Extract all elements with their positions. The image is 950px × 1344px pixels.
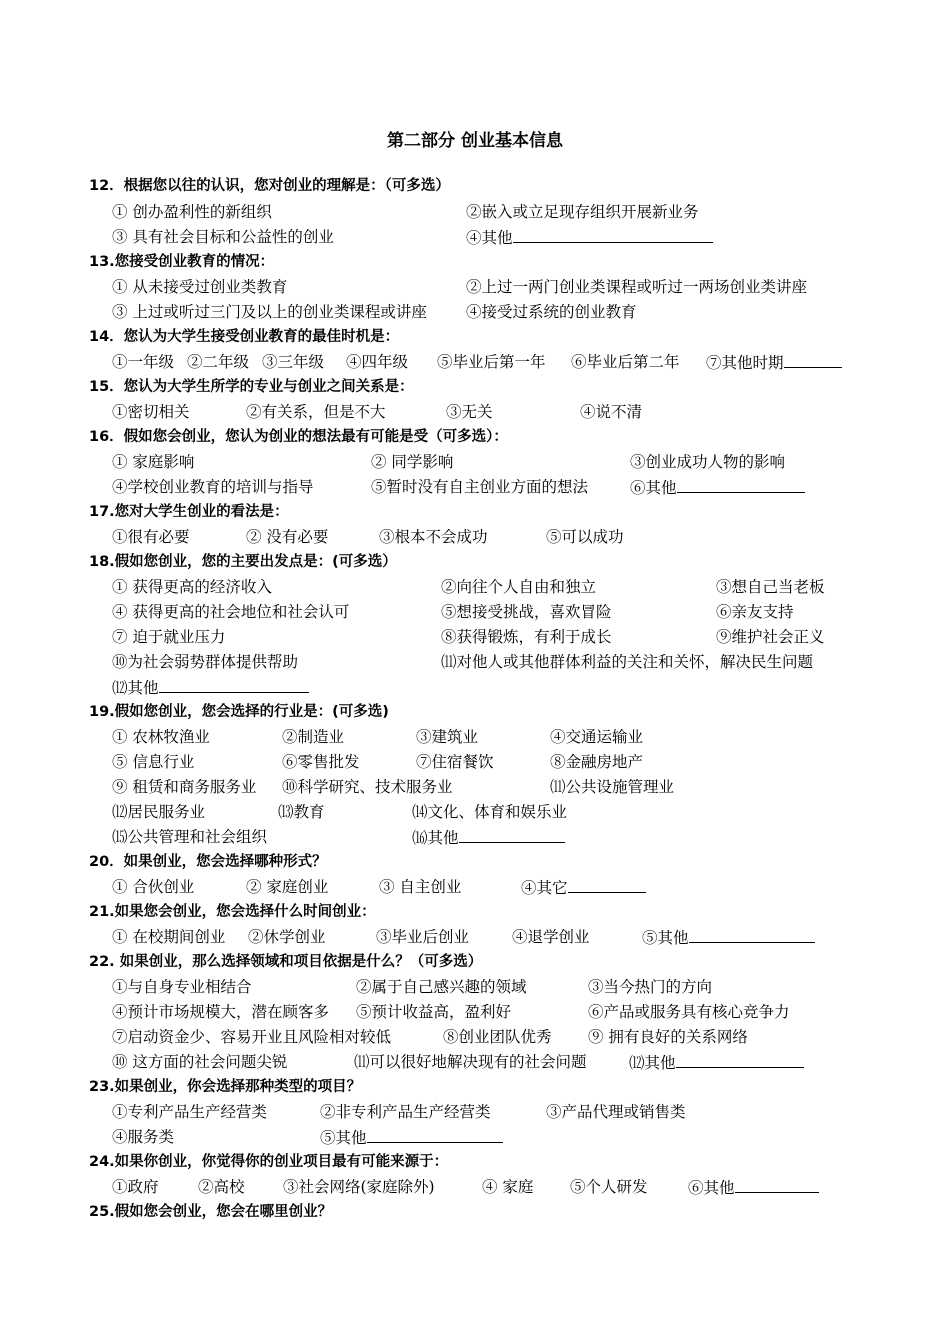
- q19-option-4[interactable]: ④交通运输业: [550, 728, 644, 746]
- q21-option-3[interactable]: ③毕业后创业: [376, 928, 470, 946]
- q22-option-11[interactable]: ⑾可以很好地解决现有的社会问题: [354, 1053, 587, 1071]
- q14-option-5[interactable]: ⑤毕业后第一年: [437, 353, 546, 371]
- q14-option-4[interactable]: ④四年级: [346, 353, 409, 371]
- q14-option-7-label: ⑦其他时期: [706, 354, 784, 372]
- q16-other-blank[interactable]: [677, 477, 805, 493]
- question-21: 21.如果您会创业，您会选择什么时间创业：: [89, 904, 376, 920]
- q14-option-2[interactable]: ②二年级: [187, 353, 250, 371]
- q22-option-3[interactable]: ③当今热门的方向: [588, 978, 713, 996]
- q24-option-6[interactable]: [688, 1177, 819, 1198]
- q19-option-13[interactable]: ⒀教育: [278, 803, 325, 821]
- q21-option-1[interactable]: ① 在校期间创业: [112, 928, 226, 946]
- q18-option-12[interactable]: [112, 677, 309, 698]
- q17-option-4[interactable]: ⑤可以成功: [546, 528, 624, 546]
- q15-option-2[interactable]: ②有关系，但是不大: [246, 403, 386, 421]
- q14-other-blank[interactable]: [784, 352, 842, 368]
- question-14: 14．您认为大学生接受创业教育的最佳时机是：: [89, 329, 400, 345]
- q19-option-14[interactable]: ⒁文化、体育和娱乐业: [412, 803, 568, 821]
- q22-option-7[interactable]: ⑦启动资金少、容易开业且风险相对较低: [112, 1028, 392, 1046]
- q21-option-2[interactable]: ②休学创业: [248, 928, 326, 946]
- q16-option-1[interactable]: ① 家庭影响: [112, 453, 195, 471]
- q12-option-4[interactable]: [466, 227, 713, 248]
- q22-option-9[interactable]: ⑨ 拥有良好的关系网络: [588, 1028, 748, 1046]
- q19-option-10[interactable]: ⑩科学研究、技术服务业: [282, 778, 453, 796]
- q22-other-blank[interactable]: [676, 1052, 804, 1068]
- q24-option-6-label: ⑥其他: [688, 1179, 735, 1197]
- q21-option-4[interactable]: ④退学创业: [512, 928, 590, 946]
- q22-option-10[interactable]: ⑩ 这方面的社会问题尖锐: [112, 1053, 288, 1071]
- q18-option-2[interactable]: ②向往个人自由和独立: [441, 578, 597, 596]
- q19-option-5[interactable]: ⑤ 信息行业: [112, 753, 195, 771]
- q23-option-5[interactable]: [320, 1127, 503, 1148]
- q20-other-blank[interactable]: [568, 877, 646, 893]
- q14-option-1[interactable]: ①一年级: [112, 353, 175, 371]
- question-19: 19.假如您创业，您会选择的行业是：(可多选): [89, 704, 389, 720]
- q21-option-5-label: ⑤其他: [642, 929, 689, 947]
- q18-option-6[interactable]: ⑥亲友支持: [716, 603, 794, 621]
- q13-option-1[interactable]: ① 从未接受过创业类教育: [112, 278, 288, 296]
- q12-option-2[interactable]: ②嵌入或立足现存组织开展新业务: [466, 203, 699, 221]
- q24-option-5[interactable]: ⑤个人研发: [570, 1178, 648, 1196]
- section-title: 第二部分 创业基本信息: [387, 131, 563, 151]
- q24-option-3[interactable]: ③社会网络(家庭除外): [283, 1178, 435, 1196]
- q23-option-4[interactable]: ④服务类: [112, 1128, 175, 1146]
- q13-option-2[interactable]: ②上过一两门创业类课程或听过一两场创业类讲座: [466, 278, 808, 296]
- q18-option-4[interactable]: ④ 获得更高的社会地位和社会认可: [112, 603, 350, 621]
- q20-option-3[interactable]: ③ 自主创业: [379, 878, 462, 896]
- q18-option-7[interactable]: ⑦ 迫于就业压力: [112, 628, 226, 646]
- q19-option-7[interactable]: ⑦住宿餐饮: [416, 753, 494, 771]
- question-22: 22. 如果创业，那么选择领域和项目依据是什么？（可多选）: [89, 954, 483, 970]
- q22-option-2[interactable]: ②属于自己感兴趣的领域: [356, 978, 527, 996]
- q19-option-2[interactable]: ②制造业: [282, 728, 345, 746]
- q23-option-5-label: ⑤其他: [320, 1129, 367, 1147]
- q20-option-2[interactable]: ② 家庭创业: [246, 878, 329, 896]
- q15-option-1[interactable]: ①密切相关: [112, 403, 190, 421]
- q14-option-3[interactable]: ③三年级: [262, 353, 325, 371]
- q23-other-blank[interactable]: [367, 1127, 503, 1143]
- q23-option-1[interactable]: ①专利产品生产经营类: [112, 1103, 268, 1121]
- q19-option-9[interactable]: ⑨ 租赁和商务服务业: [112, 778, 257, 796]
- question-18: 18.假如您创业，您的主要出发点是：(可多选）: [89, 554, 397, 570]
- q24-other-blank[interactable]: [735, 1177, 819, 1193]
- q20-option-4-label: ④其它: [521, 879, 568, 897]
- q12-option-1[interactable]: ① 创办盈利性的新组织: [112, 203, 272, 221]
- q19-other-blank[interactable]: [459, 827, 565, 843]
- question-15: 15．您认为大学生所学的专业与创业之间关系是：: [89, 379, 414, 395]
- q23-option-2[interactable]: ②非专利产品生产经营类: [320, 1103, 491, 1121]
- q18-option-9[interactable]: ⑨维护社会正义: [716, 628, 825, 646]
- q21-other-blank[interactable]: [689, 927, 815, 943]
- q16-option-6[interactable]: [630, 477, 805, 498]
- q18-option-11[interactable]: ⑾对他人或其他群体利益的关注和关怀，解决民生问题: [441, 653, 814, 671]
- q12-option-4-label: ④其他: [466, 229, 513, 247]
- q24-option-1[interactable]: ①政府: [112, 1178, 159, 1196]
- q22-option-5[interactable]: ⑤预计收益高，盈利好: [356, 1003, 512, 1021]
- q19-option-8[interactable]: ⑧金融房地产: [550, 753, 644, 771]
- q18-option-8[interactable]: ⑧获得锻炼，有利于成长: [441, 628, 612, 646]
- q18-option-1[interactable]: ① 获得更高的经济收入: [112, 578, 272, 596]
- q18-option-3[interactable]: ③想自己当老板: [716, 578, 825, 596]
- q12-other-blank[interactable]: [513, 227, 713, 243]
- question-20: 20．如果创业，您会选择哪种形式？: [89, 854, 327, 870]
- q19-option-1[interactable]: ① 农林牧渔业: [112, 728, 210, 746]
- q19-option-3[interactable]: ③建筑业: [416, 728, 479, 746]
- question-13: 13.您接受创业教育的情况：: [89, 254, 275, 270]
- q21-option-5[interactable]: [642, 927, 815, 948]
- q14-option-7[interactable]: [706, 352, 842, 373]
- q17-option-1[interactable]: ①很有必要: [112, 528, 190, 546]
- q16-option-4[interactable]: ④学校创业教育的培训与指导: [112, 478, 314, 496]
- q13-option-3[interactable]: ③ 上过或听过三门及以上的创业类课程或讲座: [112, 303, 427, 321]
- q16-option-5[interactable]: ⑤暂时没有自主创业方面的想法: [371, 478, 589, 496]
- question-12: 12．根据您以往的认识，您对创业的理解是：（可多选）: [89, 178, 450, 194]
- question-24: 24.如果你创业，你觉得你的创业项目最有可能来源于：: [89, 1154, 449, 1170]
- q17-option-3[interactable]: ③根本不会成功: [379, 528, 488, 546]
- q19-option-11[interactable]: ⑾公共设施管理业: [550, 778, 675, 796]
- q16-option-6-label: ⑥其他: [630, 479, 677, 497]
- q22-option-8[interactable]: ⑧创业团队优秀: [443, 1028, 552, 1046]
- q16-option-3[interactable]: ③创业成功人物的影响: [630, 453, 786, 471]
- q23-option-3[interactable]: ③产品代理或销售类: [546, 1103, 686, 1121]
- q19-option-16[interactable]: [412, 827, 565, 848]
- q19-option-15[interactable]: ⒂公共管理和社会组织: [112, 828, 268, 846]
- q20-option-1[interactable]: ① 合伙创业: [112, 878, 195, 896]
- q12-option-3[interactable]: ③ 具有社会目标和公益性的创业: [112, 228, 334, 246]
- q13-option-4[interactable]: ④接受过系统的创业教育: [466, 303, 637, 321]
- q24-option-2[interactable]: ②高校: [198, 1178, 245, 1196]
- q22-option-6[interactable]: ⑥产品或服务具有核心竞争力: [588, 1003, 790, 1021]
- q18-option-5[interactable]: ⑤想接受挑战，喜欢冒险: [441, 603, 612, 621]
- q22-option-4[interactable]: ④预计市场规模大，潜在顾客多: [112, 1003, 330, 1021]
- q18-option-10[interactable]: ⑩为社会弱势群体提供帮助: [112, 653, 299, 671]
- q19-option-12[interactable]: ⑿居民服务业: [112, 803, 206, 821]
- q15-option-4[interactable]: ④说不清: [580, 403, 643, 421]
- q22-option-12-label: ⑿其他: [629, 1054, 676, 1072]
- q16-option-2[interactable]: ② 同学影响: [371, 453, 454, 471]
- q24-option-4[interactable]: ④ 家庭: [482, 1178, 534, 1196]
- q18-other-blank[interactable]: [159, 677, 309, 693]
- q22-option-12[interactable]: [629, 1052, 804, 1073]
- question-17: 17.您对大学生创业的看法是：: [89, 504, 289, 520]
- question-16: 16．假如您会创业，您认为创业的想法最有可能是受（可多选）：: [89, 429, 508, 445]
- q19-option-6[interactable]: ⑥零售批发: [282, 753, 360, 771]
- q14-option-6[interactable]: ⑥毕业后第二年: [571, 353, 680, 371]
- q19-option-16-label: ⒃其他: [412, 829, 459, 847]
- q18-option-12-label: ⑿其他: [112, 679, 159, 697]
- q15-option-3[interactable]: ③无关: [446, 403, 493, 421]
- question-25: 25.假如您会创业，您会在哪里创业？: [89, 1204, 333, 1220]
- question-23: 23.如果创业，你会选择那种类型的项目？: [89, 1079, 362, 1095]
- q22-option-1[interactable]: ①与自身专业相结合: [112, 978, 252, 996]
- q17-option-2[interactable]: ② 没有必要: [246, 528, 329, 546]
- q20-option-4[interactable]: [521, 877, 646, 898]
